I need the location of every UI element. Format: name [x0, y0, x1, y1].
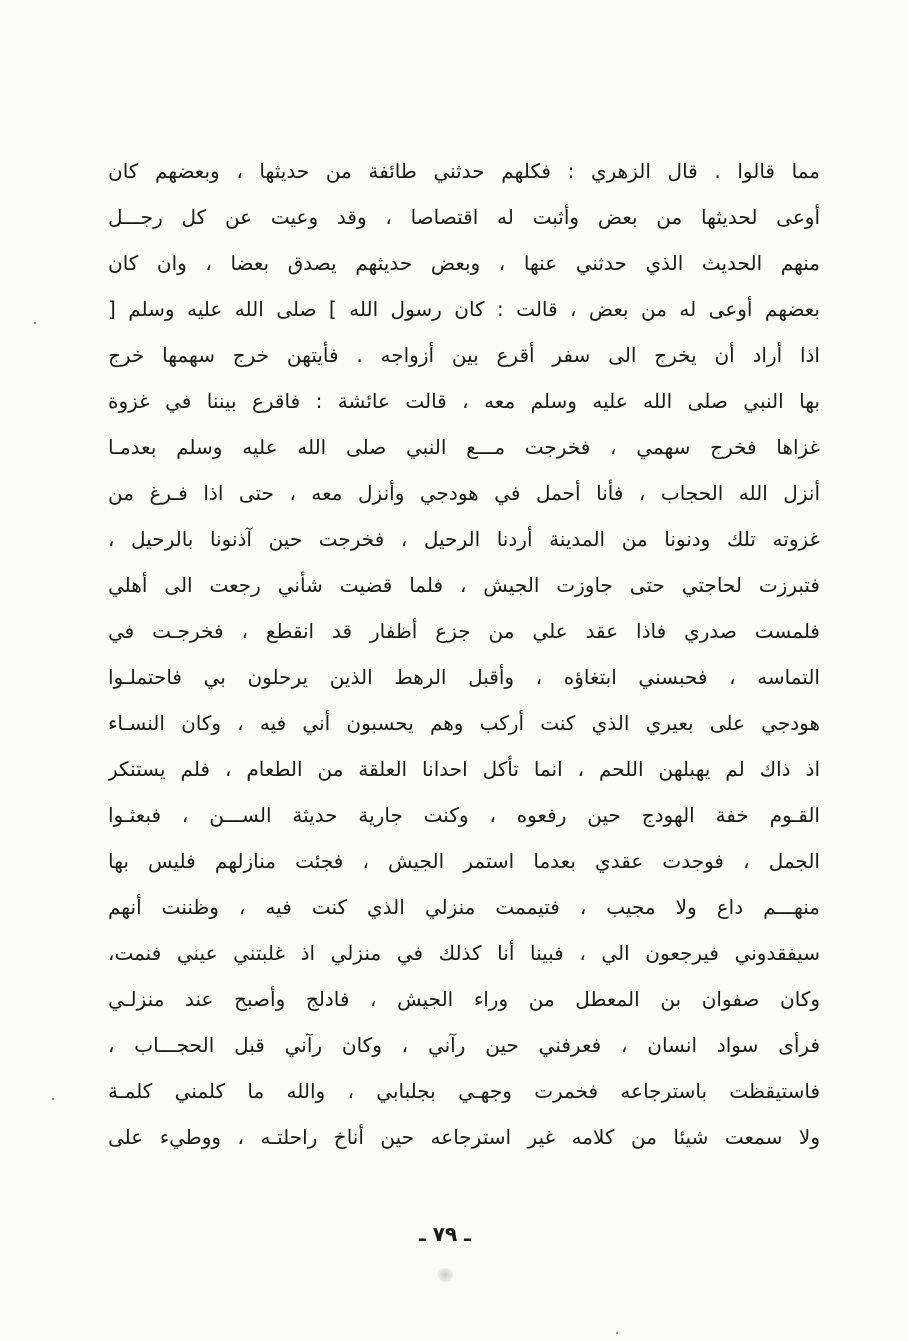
text-line: القـوم خفة الهودج حين رفعوه ، وكنت جارية حديثة الســـن ، فبعثـوا [108, 803, 820, 827]
text-line: فاستيقظت باسترجاعه فخمرت وجهـي بجلبابي ، والله ما كلمني كلمـة [108, 1079, 820, 1103]
text-line: سيفقدوني فيرجعون الي ، فبينا أنا كذلك في منزلي اذ غلبتني عيني فنمت، [108, 941, 820, 965]
text-line: أوعى لحديثها من بعض وأثبت له اقتصاصا ، وقد وعيت عن كل رجـــل [108, 205, 820, 229]
scan-speck [34, 322, 36, 324]
text-line: بها النبي صلى الله عليه وسلم معه ، قالت عائشة : فاقرع بيننا في غزوة [108, 389, 820, 413]
text-line: أنزل الله الحجاب ، فأنا أحمل في هودجي وأنزل معه ، حتى اذا فـرغ من [108, 481, 820, 505]
text-line: الجمل ، فوجدت عقدي بعدما استمر الجيش ، فجئت منازلهم فليس بها [108, 849, 820, 873]
scan-speck [52, 1098, 54, 1100]
text-line: منهـــم داع ولا مجيب ، فتيممت منزلي الذي كنت فيه ، وظننت أنهم [108, 895, 820, 919]
text-line: فتبرزت لحاجتي حتى جاوزت الجيش ، فلما قضيت شأني رجعت الى أهلي [108, 573, 820, 597]
text-line: غزاها فخرج سهمي ، فخرجت مـــع النبي صلى الله عليه وسلم بعدمـا [108, 435, 820, 459]
text-line: وكان صفوان بن المعطل من وراء الجيش ، فادلج وأصبح عند منزلـي [108, 987, 820, 1011]
text-line: ولا سمعت شيئا من كلامه غير استرجاعه حين أناخ راحلتـه ، ووطيء على [108, 1125, 820, 1149]
text-line: فرأى سواد انسان ، فعرفني حين رآني ، وكان رآني قبل الحجـــاب ، [108, 1033, 820, 1057]
text-line: مما قالوا . قال الزهري : فكلهم حدثني طائفة من حديثها ، وبعضهم كان [108, 159, 820, 183]
page-number: ـ ٧٩ ـ [418, 1222, 472, 1246]
text-line: بعضهم أوعى له من بعض ، قالت : كان رسول الله ] صلى الله عليه وسلم [ [108, 297, 820, 321]
text-line: التماسه ، فحبسني ابتغاؤه ، وأقبل الرهط الذين يرحلون بي فاحتملـوا [108, 665, 820, 689]
scan-smudge [437, 1268, 453, 1282]
text-line: هودجي على بعيري الذي كنت أركب وهم يحسبون أني فيه ، وكان النسـاء [108, 711, 820, 735]
text-line: فلمست صدري فاذا عقد علي من جزع أظفار قد انقطع ، فخرجـت في [108, 619, 820, 643]
text-line: اذ ذاك لم يهبلهن اللحم ، انما تأكل احدانا العلقة من الطعام ، فلم يستنكر [108, 757, 820, 781]
text-line: اذا أراد أن يخرج الى سفر أقرع بين أزواجه . فأيتهن خرج سهمها خرج [108, 343, 820, 367]
text-line: منهم الحديث الذي حدثني عنها ، وبعض حديثهم يصدق بعضا ، وان كان [108, 251, 820, 275]
text-line: غزوته تلك ودنونا من المدينة أردنا الرحيل ، فخرجت حين آذنونا بالرحيل ، [108, 527, 820, 551]
scan-speck [616, 1332, 618, 1334]
body-text [108, 148, 820, 1160]
